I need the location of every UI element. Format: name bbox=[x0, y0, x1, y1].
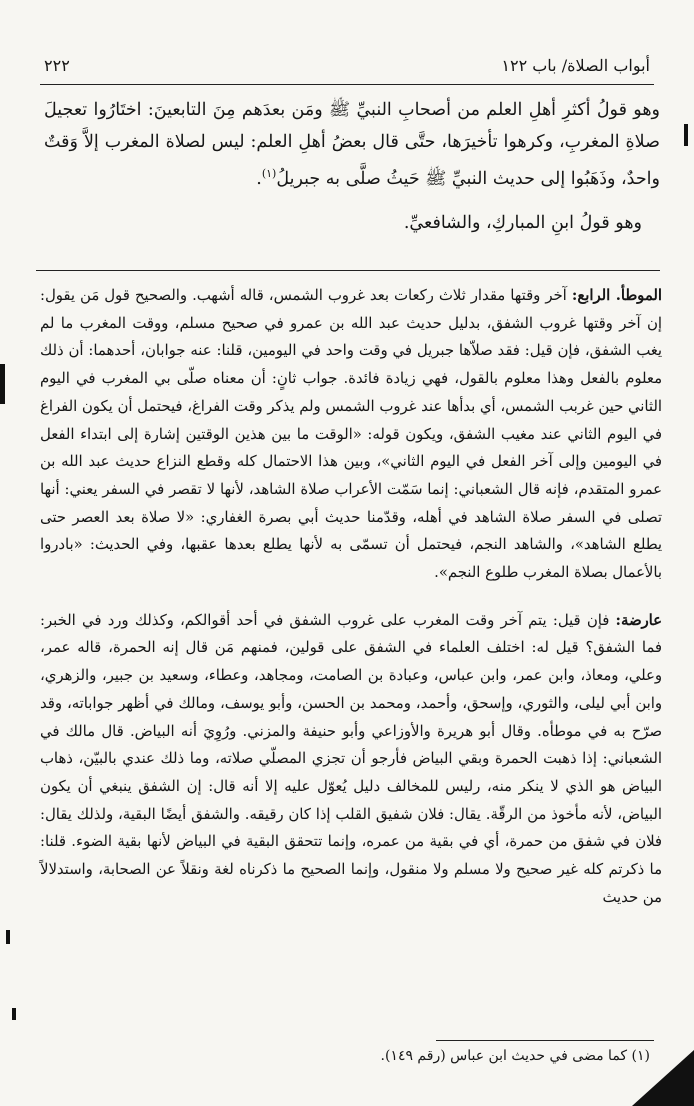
scan-mark bbox=[6, 930, 10, 944]
commentary-body: آخر وقتها مقدار ثلاث ركعات بعد غروب الشمس، قاله أشهب. والصحيح قول مَن يقول: إن آخر وقتها غروب الشفق، بدليل حديث عبد الله بن عمرو في صحيح مسلم، ووقت المغرب ما لم يغب الشفق، فإن قيل: فقد صلاّها جبريل في وقت واحد في اليومين، قلنا: عنه جوابان، أحدهما: أن ذلك معلوم بالفعل وهذا معلوم بالقول، فهي زيادة فائدة. جواب ثانٍ: أن معناه صلّى بي المغرب في اليوم الثاني حين غربب الشمس، أي بدأها عند غروب الشمس ولم يذكر وقت الفراغ، فيحتمل أن يكون الفراغ في اليوم الثاني عند مغيب الشفق، ويكون قوله: «الوقت ما بين هذين الوقتين إشارة إلى ابتداء الفعل في اليومين وإلى آخر الفعل في اليوم الثاني»، وبين هذا الاحتمال كله وقطع النزاع حديث عبد الله بن عمرو المتقدم، فإنه قال الشعباني: إنما سَمّت الأعراب صلاة الشاهد، لأنها لا تقصر في السفر يعني: أنها تصلى في السفر صلاة الشاهد في أهله، وقدّمنا حديث أبي بصرة الغفاري: «لا صلاة بعد العصر حتى يطلع الشاهد»، والشاهد النجم، فيحتمل أن تسمّى به لأنها يطلع بعدها عقبها، وفي الحديث: «بادروا بالأعمال بصلاة المغرب طلوع النجم». bbox=[40, 287, 662, 582]
commentary-heading: الموطأ. الرابع: bbox=[571, 287, 662, 304]
footnote: (١) كما مضى في حديث ابن عباس (رقم ١٤٩). bbox=[380, 1048, 650, 1064]
header-divider bbox=[40, 84, 654, 85]
commentary-divider bbox=[36, 270, 660, 271]
page-number: ٢٢٢ bbox=[44, 55, 70, 75]
scan-corner-shadow bbox=[632, 1050, 694, 1106]
page-header bbox=[44, 50, 650, 80]
commentary-body-2: فإن قيل: يتم آخر وقت المغرب على غروب الشفق في أحد أقوالكم، وكذلك ورد في الخبر: فما الشفق؟ قيل له: اختلف العلماء في الشفق على قولين، فمنهم مَن قال إنه الحمرة، قاله عمر، وعلي، ومعاذ، وابن عمر، وابن عباس، وعبادة بن الصامت، ومجاهد، وعطاء، وسعيد بن جبير، والزهري، وابن أبي ليلى، والثوري، وإسحق، وأحمد، ومحمد بن الحسن، وأبو يوسف، ومالك في أظهر جواباته، وقد صرّح به في موطأه. وقال أبو هريرة والأوزاعي وأبو حنيفة والمزني. ورُوِيَ أنه البياض. قال مالك في الشعباني: إذا ذهبت الحمرة وبقي البياض فأرجو أن تجزي المصلّي صلاته، وما ذلك عندي بالبيّن، ذهاب البياض هو الذي لا ينكر منه، رليس للمخالف دليل يُعوّل عليه إلا أنه قال: إن الشفق ينبغي أن يكون البياض، لأنه مأخوذ من الرقّة. يقال: فلان شفيق القلب إذا كان رقيقه. والشفق أيضًا البقية، ولذلك يقال: فلان في شفق من حمرة، أي في بقية من عمره، وإنما تتحقق البقية في البياض لأنها بقية الضوء. قلنا: ما ذكرتم كله غير صحيح ولا مسلم ولا منقول، وإنما الصحيح ما ذكرناه لغة ونقلاً عن الصحابة، واستدلالاً من حديث bbox=[40, 611, 662, 906]
commentary-paragraph bbox=[40, 282, 662, 587]
scan-mark bbox=[0, 364, 5, 404]
commentary-paragraph-2 bbox=[40, 607, 662, 912]
scan-mark bbox=[12, 1008, 16, 1020]
running-title: أبواب الصلاة/ باب ١٢٢ bbox=[501, 55, 650, 75]
commentary-heading-2: عارضة: bbox=[615, 611, 662, 629]
footnote-divider bbox=[436, 1040, 654, 1041]
footnote-reference: (١) bbox=[261, 167, 277, 180]
hadith-paragraph bbox=[44, 94, 660, 195]
scan-mark bbox=[684, 124, 688, 146]
commentary-text bbox=[40, 282, 662, 911]
hadith-paragraph-text: وهو قولُ أكثرِ أهلِ العلم من أصحابِ النبيِّ ﷺ ومَن بعدَهم مِنَ التابعينَ: اختَارُوا تعجيلَ صلاةِ المغربِ، وكرهوا تأخيرَها، حتَّى قال بعضُ أهلِ العلم: ليس لصلاة المغرب إلاَّ وَقتٌ واحدٌ، وذَهَبُوا إلى حديث النبيِّ ﷺ حَيثُ صلَّى به جبريلُ bbox=[44, 100, 660, 189]
hadith-paragraph-end: . bbox=[256, 168, 262, 189]
hadith-text bbox=[44, 94, 660, 239]
hadith-paragraph-2: وهو قولُ ابنِ المباركِ، والشافعيِّ. bbox=[403, 212, 642, 233]
